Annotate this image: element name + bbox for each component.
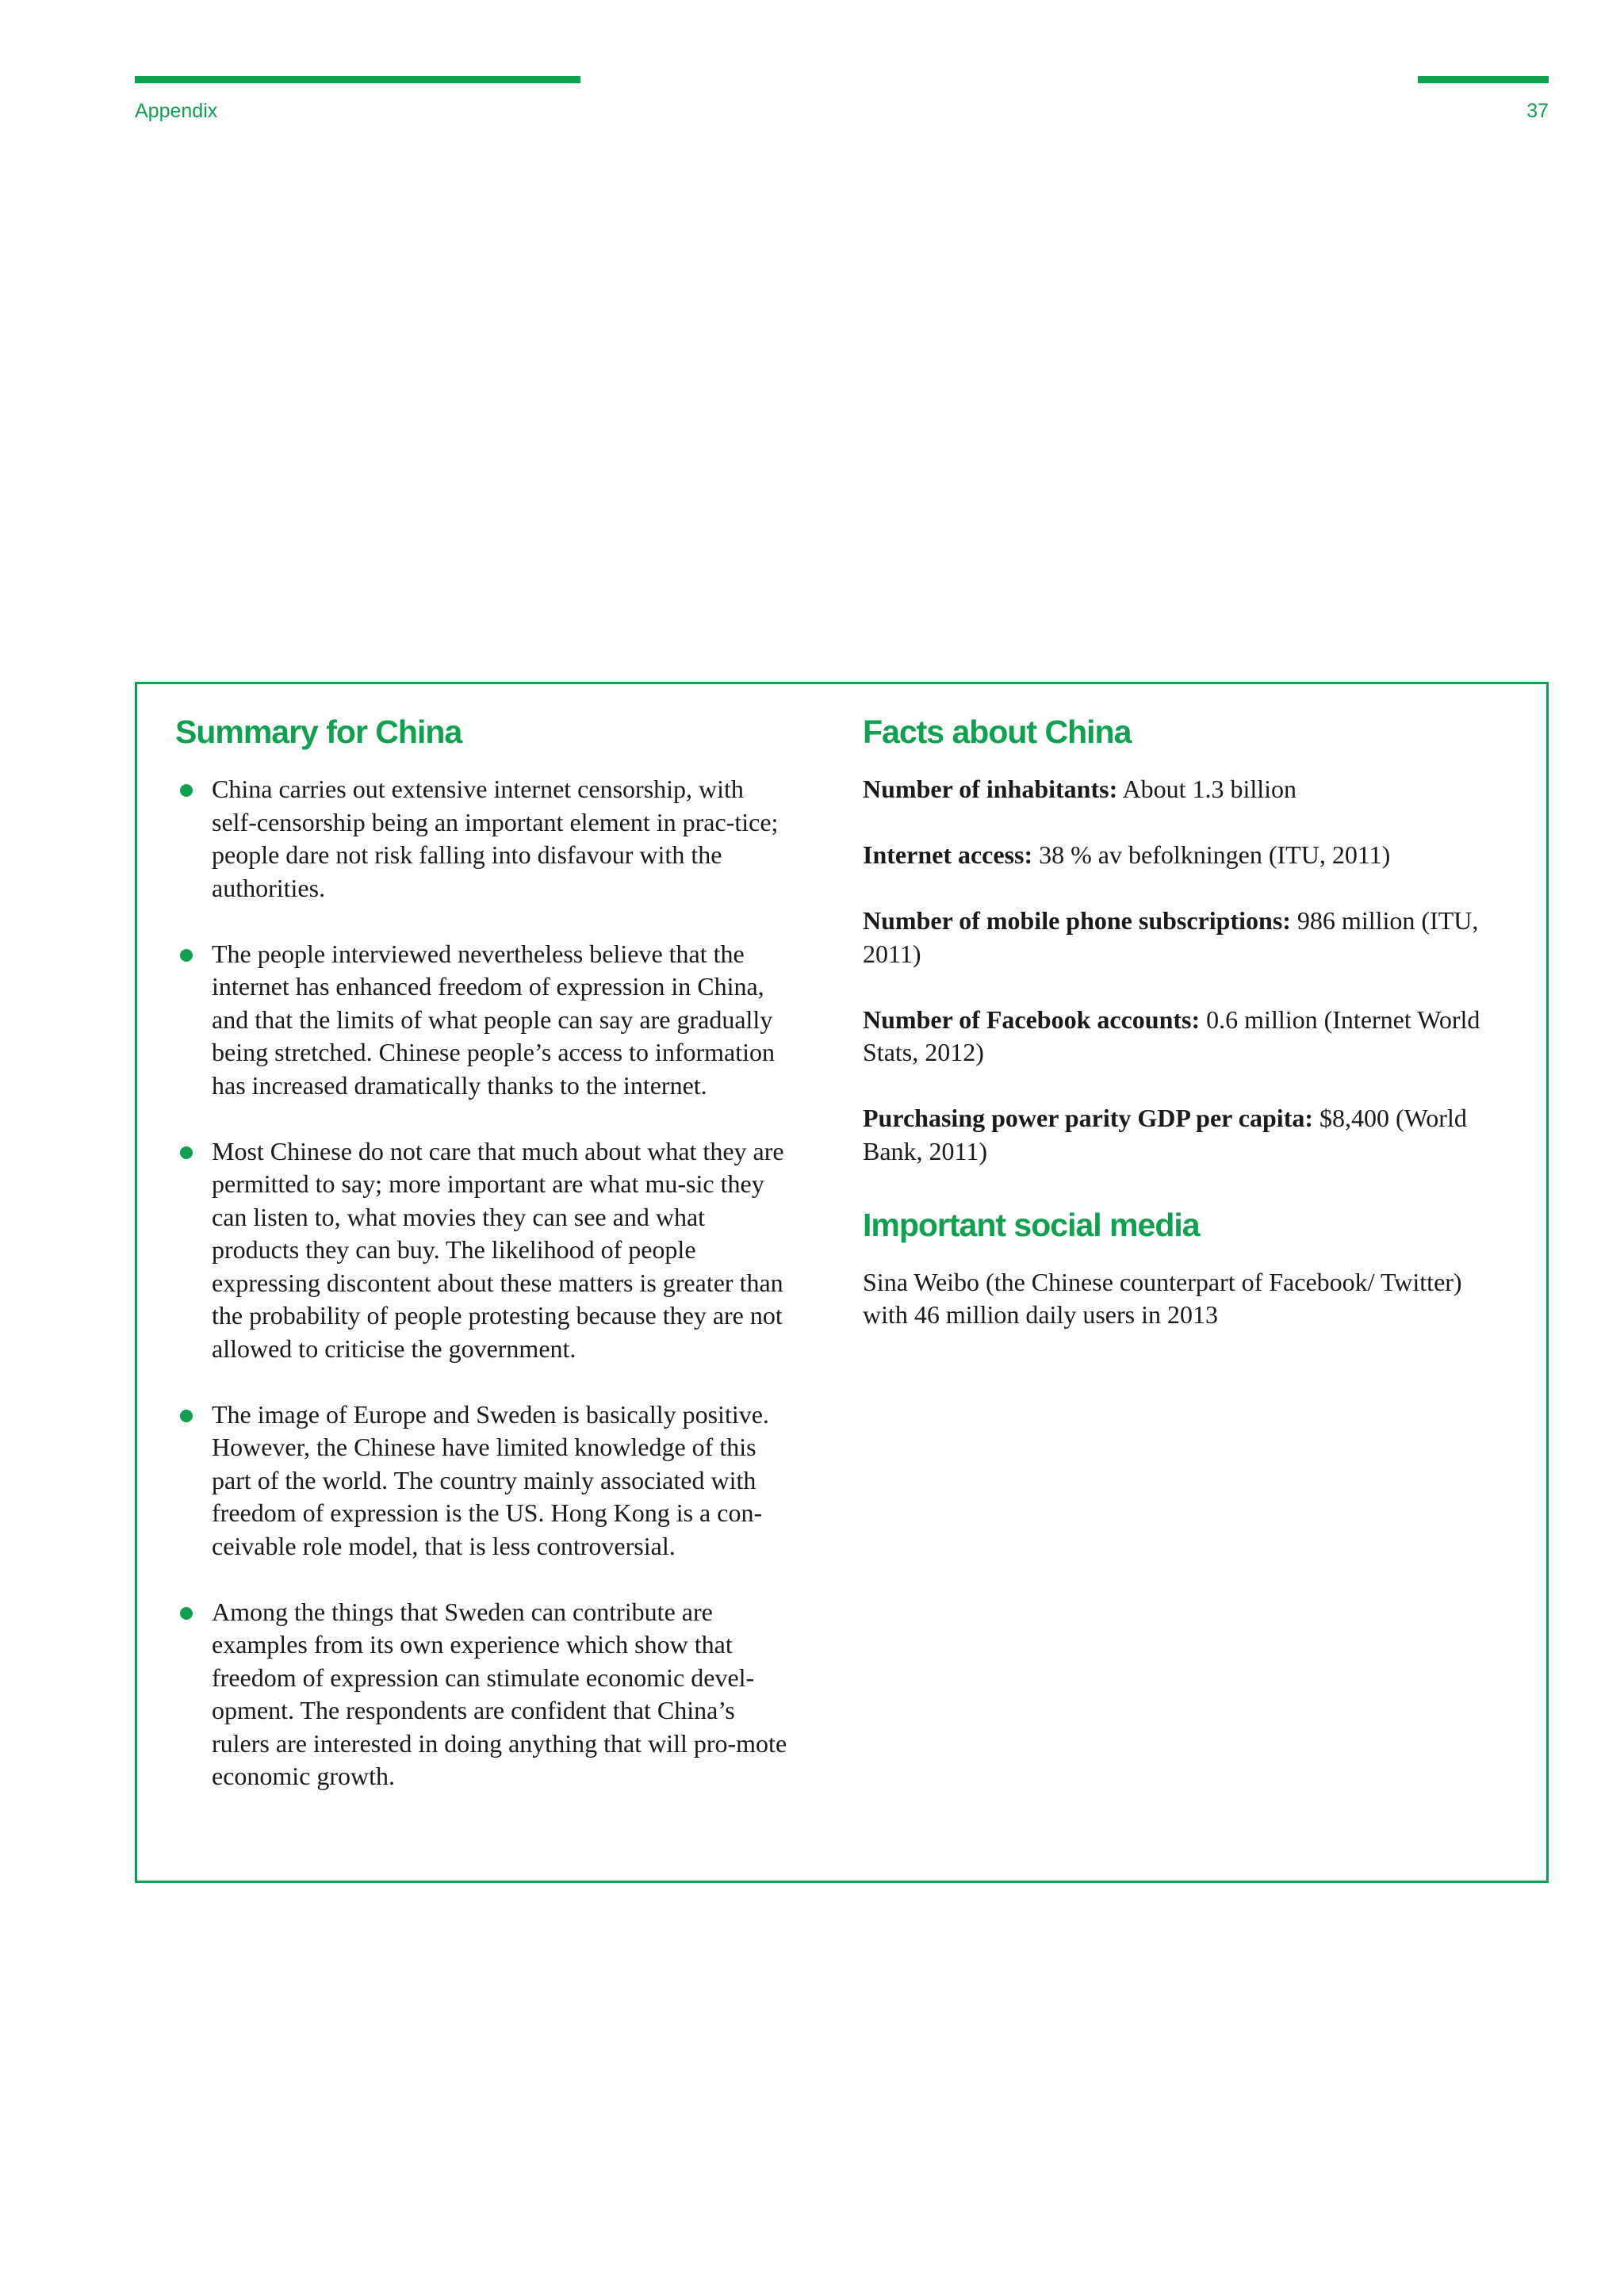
summary-bullet <box>175 773 794 905</box>
summary-title: Summary for China <box>175 714 462 750</box>
fact-mobile-subscriptions <box>863 905 1489 970</box>
summary-bullet <box>175 938 794 1103</box>
summary-bullet-list <box>175 773 794 1793</box>
summary-bullet-text: Most Chinese do not care that much about what they are permitted to say; more important are what mu-sic they can listen to, what movies they can see and what products they can buy. The likelihood of people expressing discontent about these matters is greater than the probability of people protesting because they are not allowed to criticise the government. <box>212 1136 784 1363</box>
summary-bullet-text: The people interviewed nevertheless believe that the internet has enhanced freedom of expression in China, and that the limits of what people can say are gradually being stretched. Chinese people’s access to information has increased dramatically thanks to the internet. <box>212 939 776 1100</box>
fact-label: Internet access: <box>863 840 1033 869</box>
summary-bullet-text: China carries out extensive internet censorship, with self-censorship being an important element in prac-tice; people dare not risk falling into disfavour with the authorities. <box>212 775 779 902</box>
summary-bullet <box>175 1135 794 1366</box>
summary-bullet <box>175 1596 794 1793</box>
section-label: Appendix <box>135 100 218 122</box>
social-media-title: Important social media <box>863 1206 1200 1243</box>
fact-label: Number of inhabitants: <box>863 775 1118 803</box>
fact-label: Number of mobile phone subscriptions: <box>863 906 1291 935</box>
summary-column <box>175 708 960 1826</box>
bullet-dot-icon <box>180 784 193 797</box>
header-rule-left <box>135 76 580 83</box>
bullet-dot-icon <box>180 949 193 962</box>
fact-value: About 1.3 billion <box>1117 775 1297 803</box>
fact-value: 38 % av befolkningen (ITU, 2011) <box>1032 840 1391 869</box>
china-summary-box <box>135 682 1549 1883</box>
bullet-dot-icon <box>180 1410 193 1422</box>
fact-label: Number of Facebook accounts: <box>863 1004 1201 1034</box>
summary-bullet-text: The image of Europe and Sweden is basically positive. However, the Chinese have limited knowledge of this part of the world. The country mainly associated with freedom of expression is the US. Hong Kong is a con-ceivable role model, that is less controversial. <box>212 1399 769 1560</box>
fact-inhabitants <box>863 773 1489 806</box>
fact-value: 986 million (ITU, 2011) <box>863 906 1479 968</box>
fact-label: Purchasing power parity GDP per capita: <box>863 1104 1313 1132</box>
fact-value: 0.6 million (Internet World Stats, 2012) <box>863 1004 1480 1066</box>
page-number: 37 <box>1526 100 1549 122</box>
fact-gdp-per-capita <box>863 1102 1489 1168</box>
social-media-text: Sina Weibo (the Chinese counterpart of Facebook/ Twitter) with 46 million daily users in 2013 <box>863 1267 1462 1329</box>
summary-bullet <box>175 1399 794 1563</box>
bullet-dot-icon <box>180 1607 193 1620</box>
header-rule-right <box>1418 76 1549 83</box>
fact-facebook-accounts <box>863 1004 1489 1070</box>
facts-title: Facts about China <box>863 714 1132 750</box>
facts-column <box>863 708 1497 1332</box>
summary-bullet-text: Among the things that Sweden can contribute are examples from its own experience which show that freedom of expression can stimulate economic devel-opment. The respondents are confident that China’s rulers are interested in doing anything that will pro-mote economic growth. <box>212 1597 787 1790</box>
fact-internet-access <box>863 839 1489 872</box>
fact-value: $8,400 (World Bank, 2011) <box>863 1104 1467 1165</box>
bullet-dot-icon <box>180 1146 193 1159</box>
